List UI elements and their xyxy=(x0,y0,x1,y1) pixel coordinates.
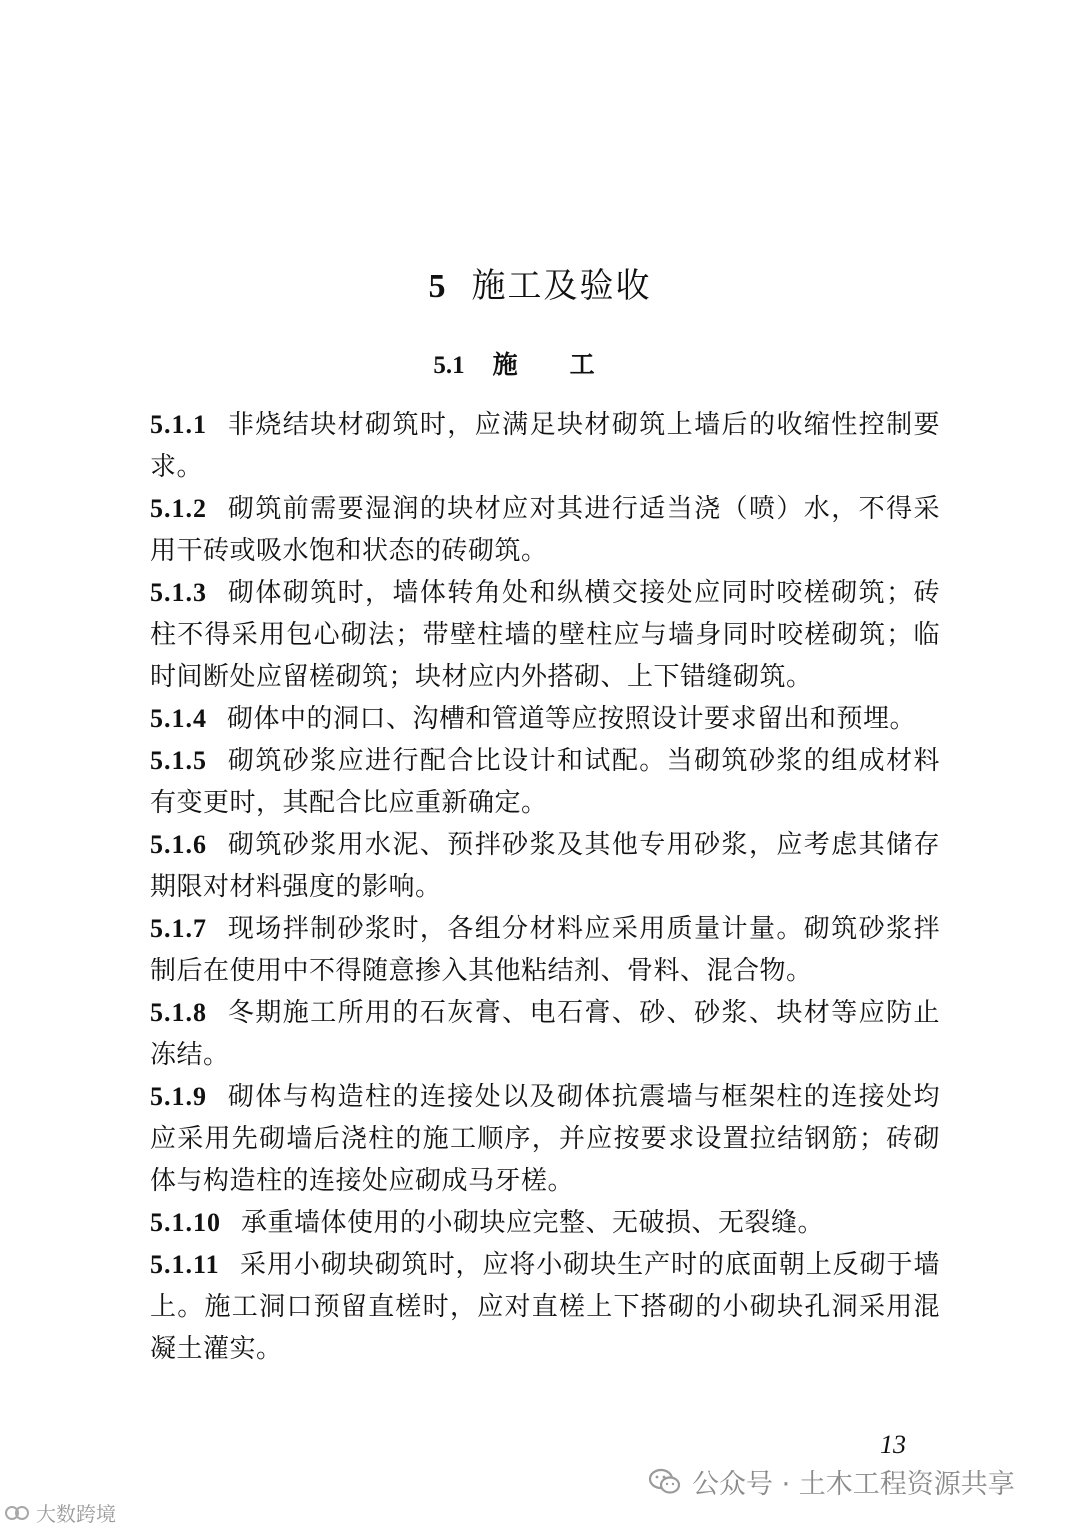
clause-number: 5.1.7 xyxy=(150,914,207,943)
clause-text: 承重墙体使用的小砌块应完整、无破损、无裂缝。 xyxy=(241,1208,825,1238)
section-title xyxy=(0,345,1080,381)
clause-5-1-10 xyxy=(150,1202,940,1244)
clause-5-1-11 xyxy=(150,1244,940,1370)
clause-number: 5.1.5 xyxy=(150,746,207,775)
clause-5-1-1 xyxy=(150,404,940,488)
clause-text: 砌筑砂浆应进行配合比设计和试配。当砌筑砂浆的组成材料有变更时，其配合比应重新确定。 xyxy=(150,746,940,818)
clause-5-1-2 xyxy=(150,488,940,572)
clause-5-1-8 xyxy=(150,992,940,1076)
clause-number: 5.1.6 xyxy=(150,830,207,859)
clause-5-1-6 xyxy=(150,824,940,908)
clause-text: 砌筑前需要湿润的块材应对其进行适当浇（喷）水，不得采用干砖或吸水饱和状态的砖砌筑。 xyxy=(150,494,940,566)
clause-text: 采用小砌块砌筑时，应将小砌块生产时的底面朝上反砌于墙上。施工洞口预留直槎时，应对直槎上下搭砌的小砌块孔洞采用混凝土灌实。 xyxy=(150,1250,940,1364)
wechat-icon xyxy=(648,1467,682,1497)
clause-5-1-9 xyxy=(150,1076,940,1202)
clause-text: 砌筑砂浆用水泥、预拌砂浆及其他专用砂浆，应考虑其储存期限对材料强度的影响。 xyxy=(150,830,940,902)
watermark-left xyxy=(4,1498,116,1527)
clause-number: 5.1.8 xyxy=(150,998,207,1027)
chapter-number: 5 xyxy=(428,268,448,305)
watermark-right-text: 公众号 · 土木工程资源共享 xyxy=(692,1469,1015,1500)
clause-number: 5.1.2 xyxy=(150,494,207,523)
clause-text: 砌体与构造柱的连接处以及砌体抗震墙与框架柱的连接处均应采用先砌墙后浇柱的施工顺序，并应按要求设置拉结钢筋；砖砌体与构造柱的连接处应砌成马牙槎。 xyxy=(150,1082,940,1196)
clause-number: 5.1.1 xyxy=(150,410,207,439)
clause-text: 砌体砌筑时，墙体转角处和纵横交接处应同时咬槎砌筑；砖柱不得采用包心砌法；带壁柱墙的壁柱应与墙身同时咬槎砌筑；临时间断处应留槎砌筑；块材应内外搭砌、上下错缝砌筑。 xyxy=(150,578,940,692)
watermark-right xyxy=(648,1462,1015,1501)
clause-number: 5.1.4 xyxy=(150,704,207,733)
clause-text: 现场拌制砂浆时，各组分材料应采用质量计量。砌筑砂浆拌制后在使用中不得随意掺入其他粘结剂、骨料、混合物。 xyxy=(150,914,940,986)
clause-list xyxy=(150,404,940,1370)
clause-number: 5.1.9 xyxy=(150,1082,207,1111)
section-title-text: 施工 xyxy=(492,350,647,379)
chapter-title-text: 施工及验收 xyxy=(471,266,652,306)
page-number: 13 xyxy=(880,1430,906,1459)
clause-text: 砌体中的洞口、沟槽和管道等应按照设计要求留出和预埋。 xyxy=(227,704,917,734)
clause-5-1-3 xyxy=(150,572,940,698)
clause-number: 5.1.3 xyxy=(150,578,207,607)
clause-5-1-4 xyxy=(150,698,940,740)
watermark-left-text: 大数跨境 xyxy=(36,1502,116,1526)
clause-5-1-7 xyxy=(150,908,940,992)
clause-number: 5.1.10 xyxy=(150,1208,221,1237)
chapter-title xyxy=(0,258,1080,307)
clause-5-1-5 xyxy=(150,740,940,824)
section-number: 5.1 xyxy=(433,352,465,379)
dashuju-logo-icon xyxy=(4,1502,32,1524)
clause-text: 非烧结块材砌筑时，应满足块材砌筑上墙后的收缩性控制要求。 xyxy=(150,410,940,482)
clause-text: 冬期施工所用的石灰膏、电石膏、砂、砂浆、块材等应防止冻结。 xyxy=(150,998,940,1070)
clause-number: 5.1.11 xyxy=(150,1250,220,1279)
